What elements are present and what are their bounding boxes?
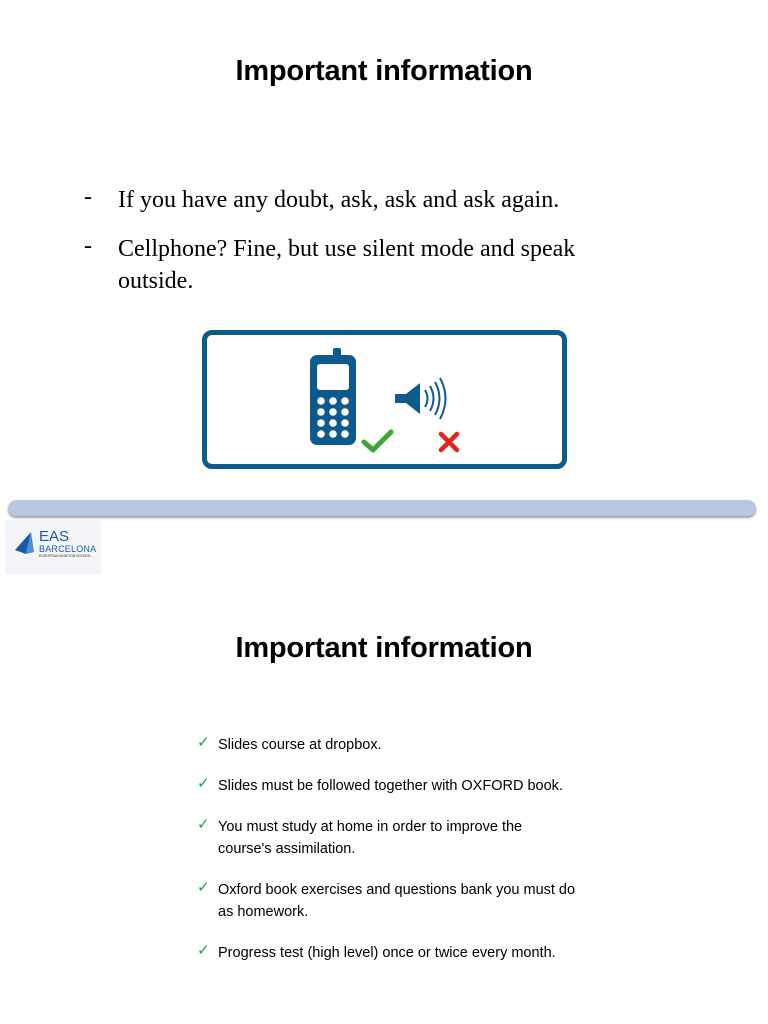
eas-barcelona-logo (5, 520, 101, 574)
check-icon (364, 432, 391, 450)
speaker-icon (395, 378, 446, 419)
logo-text (39, 530, 96, 559)
slide-1-title: Important information (235, 55, 533, 87)
item-text: Oxford book exercises and questions bank you must do as homework. (218, 882, 576, 920)
checkmark-icon: ✓ (197, 942, 210, 959)
list-item (84, 233, 654, 297)
slide-2-title: Important information (235, 632, 533, 664)
logo-name: EAS (39, 528, 70, 545)
item-text: Slides must be followed together with OXFORD book. (218, 778, 563, 794)
slide-divider (8, 500, 756, 516)
list-item (197, 734, 577, 756)
dash-marker: - (84, 184, 92, 210)
phone-rules-box (202, 330, 567, 469)
item-text: You must study at home in order to improve the course's assimilation. (218, 819, 523, 857)
slide-1 (0, 0, 768, 500)
checkmark-icon: ✓ (197, 775, 210, 792)
logo-tagline: EUROPEAN AVIATION SCHOOL (39, 554, 91, 558)
item-text: Progress test (high level) once or twice every month. (218, 945, 556, 961)
logo-city: BARCELONA (39, 544, 97, 554)
dash-marker: - (84, 233, 92, 259)
list-item (197, 775, 577, 797)
checkmark-icon: ✓ (197, 734, 210, 751)
cross-icon (441, 434, 457, 450)
phone-rules-illustration (207, 335, 562, 464)
item-text: Slides course at dropbox. (218, 737, 382, 753)
list-item (197, 816, 577, 860)
check-bullet-list (197, 734, 577, 983)
checkmark-icon: ✓ (197, 879, 210, 896)
slide-2 (0, 576, 768, 1024)
cellphone-icon (310, 348, 356, 445)
list-item (197, 942, 577, 964)
logo-wing-icon (13, 530, 37, 556)
list-item (197, 879, 577, 923)
checkmark-icon: ✓ (197, 816, 210, 833)
list-item (84, 184, 654, 216)
bullet-text: Cellphone? Fine, but use silent mode and speak outside. (118, 236, 576, 294)
dash-bullet-list (84, 184, 654, 314)
bullet-text: If you have any doubt, ask, ask and ask again. (118, 187, 560, 213)
